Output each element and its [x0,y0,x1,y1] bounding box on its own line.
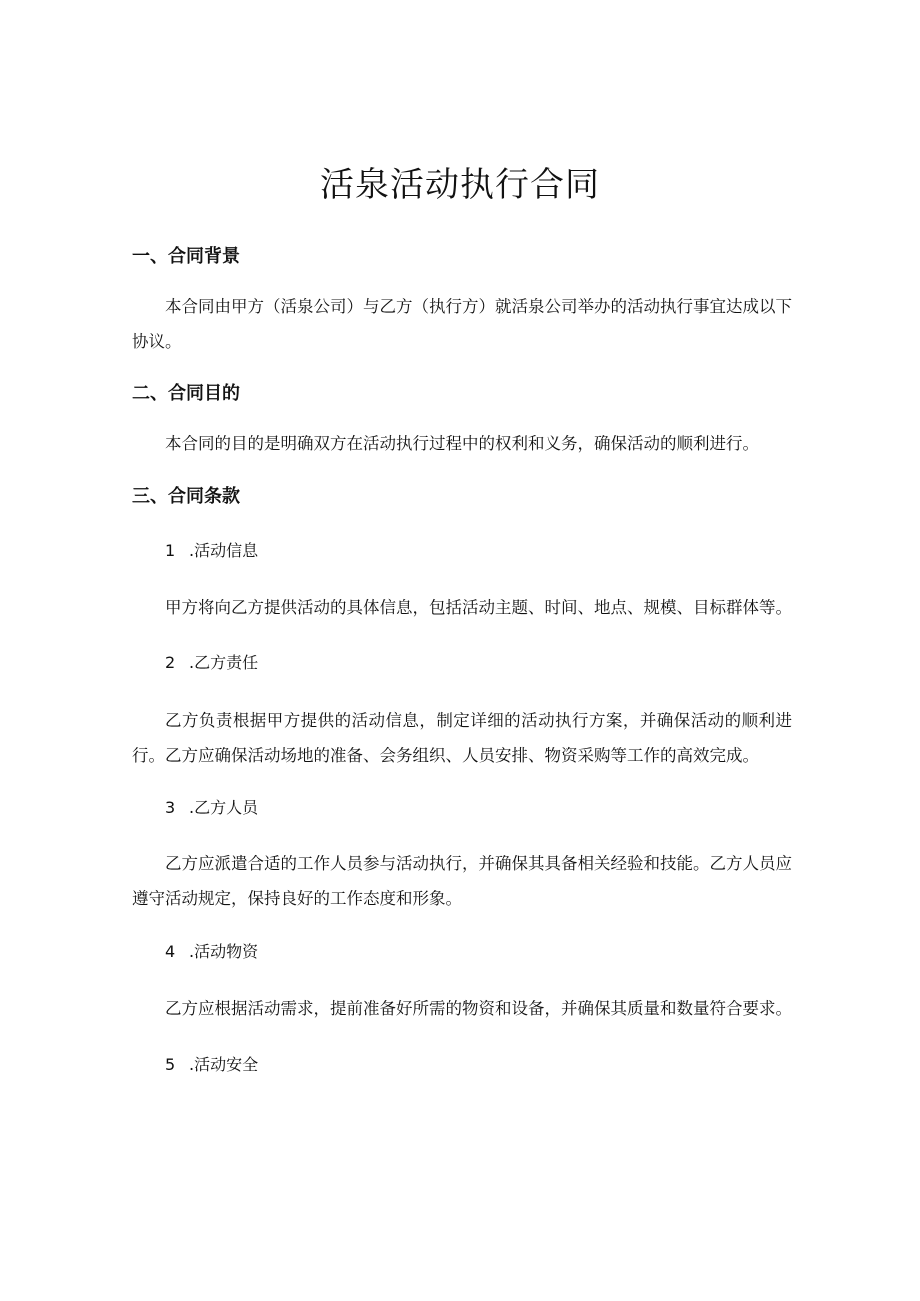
clause-number: 3 [165,798,176,817]
clause-title-4 [165,938,258,966]
section-heading-purpose: 二、合同目的 [132,383,240,404]
clause-number: 1 [165,541,176,560]
clause-title-5 [165,1051,258,1079]
clause-number: 5 [165,1055,176,1074]
clause-text-2: 乙方负责根据甲方提供的活动信息，制定详细的活动执行方案，并确保活动的顺利进行。乙方应确保活动场地的准备、会务组织、人员安排、物资采购等工作的高效完成。 [132,711,792,765]
clause-title-3 [165,794,258,822]
section-heading-background: 一、合同背景 [132,246,240,267]
clause-label: .活动物资 [189,942,259,961]
clause-label: .活动信息 [189,541,259,560]
document-title: 活泉活动执行合同 [320,165,600,205]
clause-number: 4 [165,942,176,961]
clause-label: .乙方责任 [189,653,259,672]
clause-title-2 [165,649,258,677]
clause-label: .活动安全 [189,1055,259,1074]
clause-title-1 [165,537,258,565]
section-paragraph-purpose: 本合同的目的是明确双方在活动执行过程中的权利和义务，确保活动的顺利进行。 [165,434,759,453]
clause-text-3: 乙方应派遣合适的工作人员参与活动执行，并确保其具备相关经验和技能。乙方人员应遵守活动规定，保持良好的工作态度和形象。 [132,854,792,908]
clause-label: .乙方人员 [189,798,259,817]
clause-text-4: 乙方应根据活动需求，提前准备好所需的物资和设备，并确保其质量和数量符合要求。 [165,999,792,1018]
clause-number: 2 [165,653,176,672]
clause-text-1: 甲方将向乙方提供活动的具体信息，包括活动主题、时间、地点、规模、目标群体等。 [165,598,792,617]
section-paragraph-background: 本合同由甲方（活泉公司）与乙方（执行方）就活泉公司举办的活动执行事宜达成以下协议。 [132,297,792,351]
section-heading-terms: 三、合同条款 [132,486,240,507]
